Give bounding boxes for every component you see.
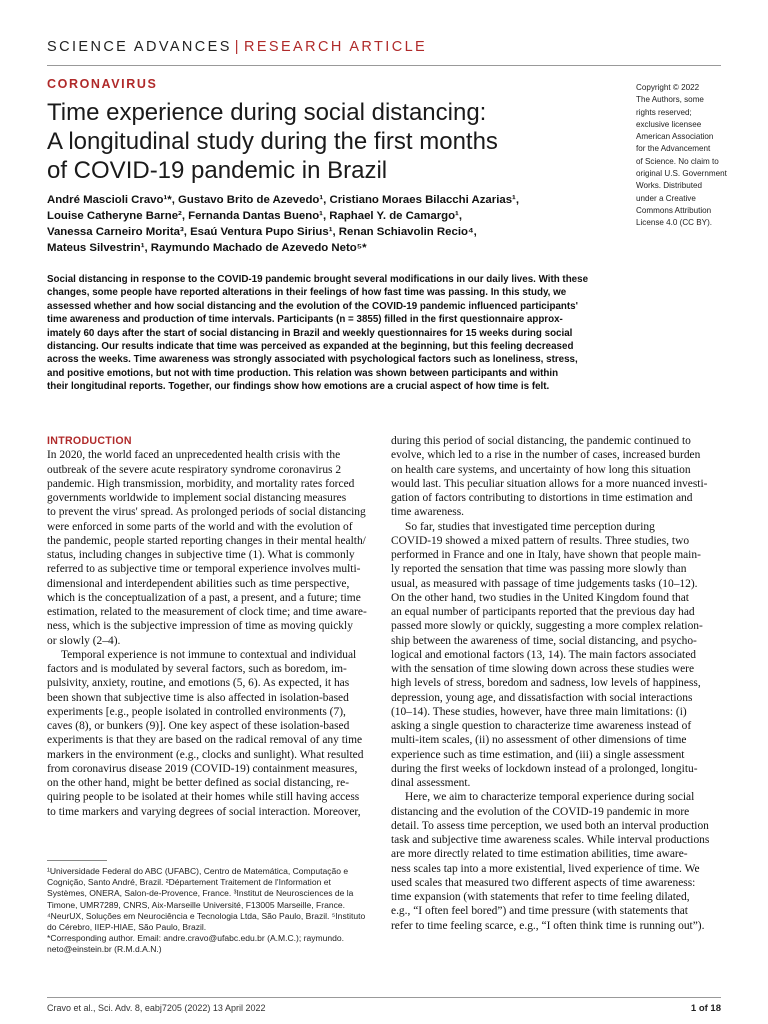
body-line: e.g., “I often feel bored”) and time pressure (with statements that: [391, 905, 688, 918]
copyright-line: Commons Attribution: [636, 205, 712, 215]
copyright-line: The Authors, some: [636, 95, 704, 105]
introduction-heading: INTRODUCTION: [47, 435, 132, 447]
body-line: time expansion (with statements that refer to time feeling dilated,: [391, 891, 690, 903]
abstract-line: time awareness and production of time intervals. Participants (n = 3855) filled in the first questionnaire approx-: [47, 314, 563, 326]
title-line: of COVID-19 pandemic in Brazil: [47, 157, 388, 184]
footer-divider: [47, 997, 721, 998]
footnote-line: ⁴NeurUX, Soluções em Neurociência e Tecnologia Ltda, São Paulo, Brazil. ⁵Instituto: [47, 910, 366, 921]
abstract-line: distancing. Our results indicate that time was perceived as expanded at the beginning, but this feeling decreased: [47, 341, 574, 353]
body-line: distancing and the evolution of the COVID-19 pandemic in more: [391, 805, 690, 818]
copyright-line: License 4.0 (CC BY).: [636, 218, 713, 228]
body-line: pandemic. High transmission, morbidity, and mortality rates forced: [47, 477, 355, 490]
author-line: Vanessa Carneiro Morita³, Esaú Ventura Pupo Sirius¹, Renan Schiavolin Recio⁴,: [47, 225, 477, 238]
title-line: A longitudinal study during the first months: [47, 128, 498, 155]
author-line: André Mascioli Cravo¹*, Gustavo Brito de Azevedo¹, Cristiano Moraes Bilacchi Azarias¹,: [47, 194, 519, 206]
body-line: experience such as time estimation, and (iii) a single assessment: [391, 748, 685, 761]
copyright-line: for the Advancement: [636, 144, 711, 154]
abstract-line: their longitudinal reports. Together, our findings show how emotions are a crucial aspect of how time is felt.: [47, 381, 550, 393]
body-line: COVID-19 showed a mixed pattern of results. Three studies, two: [391, 534, 690, 547]
author-list: [47, 193, 607, 257]
body-line: performed in France and one in Italy, have shown that people main-: [391, 549, 701, 561]
abstract-line: across the weeks. Time awareness was strongly associated with psychological factors such as loneliness, stress,: [47, 354, 578, 366]
body-line: pulsivity, anxiety, routine, and emotions (5, 6). As expected, it has: [47, 677, 350, 690]
body-column-right: [391, 434, 721, 933]
abstract-line: Social distancing in response to the COVID-19 pandemic brought several modifications in our daily lives. With these: [47, 274, 589, 285]
footnote-divider: [47, 860, 107, 861]
body-line: during the first weeks of lockdown instead of a prolonged, longitu-: [391, 762, 698, 775]
body-line: were enforced in some parts of the world and with the evolution of: [47, 520, 353, 533]
body-line: experiments [e.g., people isolated in controlled environments (7),: [47, 705, 346, 718]
abstract-line: assessed whether and how social distancing and the evolution of the COVID-19 pandemic influenced participants': [47, 300, 578, 312]
body-line: referred to as subjective time or temporal experience involves multi-: [47, 563, 361, 576]
article-category: CORONAVIRUS: [47, 77, 158, 91]
body-line: time awareness.: [391, 506, 465, 519]
body-line: estimation, related to the measurement of clock time; and time aware-: [47, 606, 367, 618]
author-line: Louise Catheryne Barne², Fernanda Dantas Bueno¹, Raphael Y. de Camargo¹,: [47, 209, 463, 222]
citation: Cravo et al., Sci. Adv. 8, eabj7205 (2022) 13 April 2022: [47, 1003, 266, 1013]
body-line: ship between the awareness of time, social distancing, and psycho-: [391, 634, 697, 647]
footnote-line: neto@einstein.br (R.M.d.A.N.): [47, 944, 162, 955]
copyright-line: under a Creative: [636, 193, 696, 203]
body-line: gation of factors contributing to distortions in time estimation and: [391, 492, 693, 504]
body-line: So far, studies that investigated time perception during: [405, 520, 655, 533]
footnote-line: *Corresponding author. Email: andre.cravo@ufabc.edu.br (A.M.C.); raymundo.: [47, 933, 345, 944]
body-line: depression, young age, and dissatisfaction with social interactions: [391, 691, 693, 704]
author-line: Mateus Silvestrin¹, Raymundo Machado de Azevedo Neto⁵*: [47, 241, 367, 254]
page-number: 1 of 18: [690, 1003, 721, 1014]
body-line: markers in the environment (e.g., clocks and sunlight). What resulted: [47, 748, 364, 761]
body-line: to time markers and varying degrees of social interaction. Moreover,: [47, 805, 361, 818]
body-line: status, including changes in subjective time (1). What is commonly: [47, 549, 355, 561]
copyright-line: of Science. No claim to: [636, 156, 719, 166]
body-line: ly reported the sensation that time was passing more slowly than: [391, 563, 687, 576]
footnote-line: Cognição, Santo André, Brazil. ²Département Traitement de l'Information et: [47, 877, 331, 888]
body-line: Temporal experience is not immune to contextual and individual: [61, 648, 357, 661]
body-line: quiring people to be isolated at their homes while still having access: [47, 791, 360, 804]
body-line: On the other hand, two studies in the United Kingdom found that: [391, 591, 689, 604]
body-line: from coronavirus disease 2019 (COVID-19) containment measures,: [47, 762, 358, 775]
copyright-line: Copyright © 2022: [636, 83, 700, 92]
body-line: on health care systems, and uncertainty of how long this situation: [391, 463, 691, 476]
body-line: usual, as measured with passage of time judgements tasks (10–12).: [391, 577, 698, 590]
body-line: dinal assessment.: [391, 777, 471, 789]
copyright-line: original U.S. Government: [636, 169, 727, 179]
body-line: or slowly (2–4).: [47, 634, 121, 647]
footnote-line: do Cérebro, IIEP-HIAE, São Paulo, Brazil.: [47, 922, 207, 933]
copyright-notice: [636, 82, 748, 230]
body-line: multi-item scales, (ii) no assessment of other dimensions of time: [391, 734, 687, 747]
body-line: asking a single question to characterize time awareness instead of: [391, 720, 692, 732]
body-line: In 2020, the world faced an unprecedented health crisis with the: [47, 449, 341, 462]
body-line: (10–14). These studies, however, have three main limitations: (i): [391, 705, 687, 718]
body-line: been shown that subjective time is also affected in isolation-based: [47, 691, 349, 704]
article-section: RESEARCH ARTICLE: [243, 39, 428, 55]
abstract-line: imately 60 days after the start of social distancing in Brazil and weekly questionnaires for 15 weeks during social: [47, 327, 573, 339]
body-line: refer to time feeling scarce, e.g., “I often think time is running out”).: [391, 919, 705, 932]
body-line: ness, which is the subjective impression of time as moving quickly: [47, 620, 353, 633]
header-separator: |: [234, 39, 241, 55]
abstract: [47, 273, 721, 394]
abstract-line: and positive emotions, but not with time production. This relation was shown between participants and within: [47, 367, 559, 379]
body-line: would last. This peculiar situation allows for a more nuanced investi-: [391, 477, 708, 490]
body-line: dimensional and interdependent abilities such as time perspective,: [47, 577, 350, 590]
body-line: experiments is that they are based on the radical removal of any time: [47, 734, 363, 747]
copyright-line: American Association: [636, 132, 714, 142]
journal-name: SCIENCE ADVANCES: [47, 39, 232, 55]
footnote-line: Systèmes, ONERA, Salon-de-Provence, France. ³Institut de Neurosciences de la: [47, 888, 354, 899]
body-line: an equal number of participants reported that the previous day had: [391, 606, 695, 618]
body-column-left: [47, 434, 377, 819]
journal-header: [47, 39, 721, 55]
body-line: during this period of social distancing, the pandemic continued to: [391, 435, 691, 447]
body-line: evolve, which led to a rise in the number of cases, increased burden: [391, 449, 701, 462]
title-line: Time experience during social distancing:: [47, 99, 487, 126]
header-divider: [47, 65, 721, 66]
body-line: logical and emotional factors (13, 14). The main factors associated: [391, 648, 697, 661]
body-line: outbreak of the severe acute respiratory syndrome coronavirus 2: [47, 463, 342, 476]
body-line: passed more slowly or quickly, suggesting a more complex relation-: [391, 620, 703, 633]
body-line: with the sensation of time slowing down across these studies were: [391, 663, 695, 675]
body-line: caves (8), or bunkers (9)]. One key aspect of these isolation-based: [47, 720, 350, 732]
body-line: high levels of stress, boredom and sadness, low levels of happiness,: [391, 677, 701, 690]
body-line: ness scales tap into a more existential, lived experience of time. We: [391, 862, 700, 875]
body-line: which is the conceptualization of a past, a present, and a future; time: [47, 591, 361, 604]
copyright-line: Works. Distributed: [636, 181, 702, 191]
copyright-line: rights reserved;: [636, 107, 692, 117]
body-line: the pandemic, people started reporting changes in their mental health/: [47, 534, 366, 547]
body-line: detail. To assess time perception, we used both an interval production: [391, 819, 709, 832]
body-line: task and subjective time awareness scales. While interval productions: [391, 834, 710, 846]
affiliations-footnote: [47, 866, 382, 956]
body-line: factors and is modulated by several factors, such as boredom, im-: [47, 663, 347, 675]
article-title: [47, 98, 517, 185]
body-line: to prevent the virus' spread. As prolonged periods of social distancing: [47, 506, 366, 519]
body-line: governments worldwide to implement social distancing measures: [47, 492, 347, 504]
copyright-line: exclusive licensee: [636, 119, 702, 129]
body-line: used scales that measured two different aspects of time awareness:: [391, 876, 696, 889]
body-line: Here, we aim to characterize temporal experience during social: [405, 791, 695, 804]
footnote-line: Timone, UMR7289, CNRS, Aix-Marseille Université, F13005 Marseille, France.: [47, 899, 345, 910]
body-line: on the other hand, might be better defined as social distancing, re-: [47, 777, 350, 789]
abstract-line: changes, some people have reported alterations in their feelings of how fast time was passing. In this study, we: [47, 287, 567, 299]
footnote-line: ¹Universidade Federal do ABC (UFABC), Centro de Matemática, Computação e: [47, 866, 349, 876]
body-line: are more directly related to time estimation abilities, time aware-: [391, 848, 688, 861]
